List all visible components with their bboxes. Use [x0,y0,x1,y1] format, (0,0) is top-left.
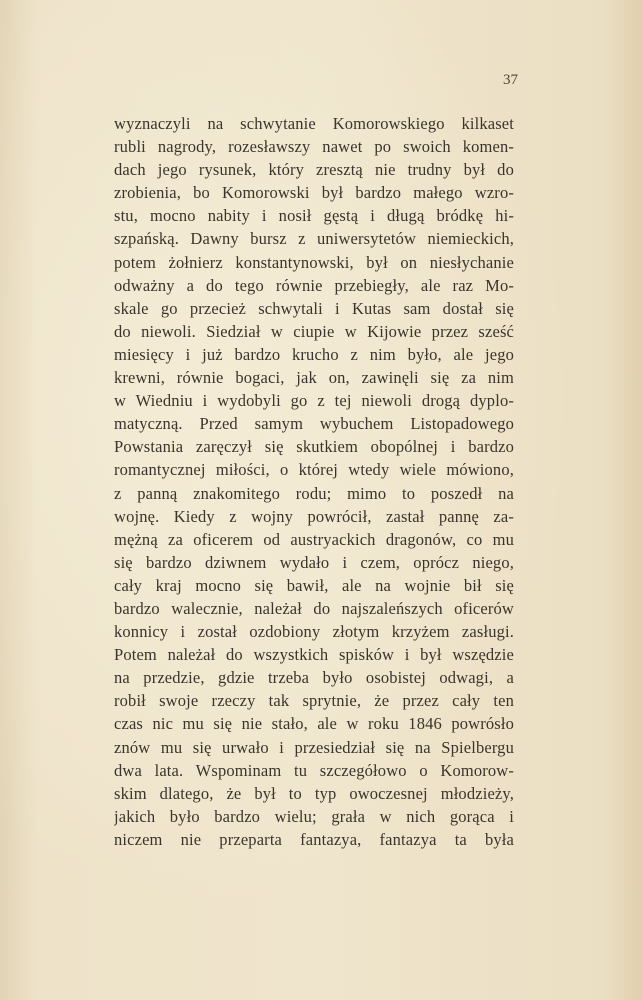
page-number: 37 [503,72,518,88]
text-line: matyczną. Przed samym wybuchem Listopadowego [114,414,514,434]
text-line: się bardzo dziwnem wydało i czem, oprócz niego, [114,552,514,572]
text-line: miesięcy i już bardzo krucho z nim było, ale jego [114,344,514,364]
text-line: bardzo walecznie, należał do najszaleńszych oficerów [114,598,514,618]
text-line: wojnę. Kiedy z wojny powrócił, zastał pannę za- [114,506,514,526]
text-line: romantycznej miłości, o której wtedy wiele mówiono, [114,460,514,480]
text-line: czas nic mu się nie stało, ale w roku 1846 powrósło [114,714,514,734]
text-line: na przedzie, gdzie trzeba było osobistej odwagi, a [114,668,514,688]
text-line: z panną znakomitego rodu; mimo to poszedł na [114,483,514,503]
body-text [114,112,514,851]
text-line: rubli nagrody, rozesławszy nawet po swoich komen- [114,137,514,157]
text-line: do niewoli. Siedział w ciupie w Kijowie przez sześć [114,321,514,341]
text-line: wyznaczyli na schwytanie Komorowskiego kilkaset [114,114,514,133]
text-line: szpańską. Dawny bursz z uniwersytetów niemieckich, [114,229,514,249]
text-line: odważny a do tego równie przebiegły, ale raz Mo- [114,275,514,295]
text-line: skale go przecież schwytali i Kutas sam dostał się [114,298,514,318]
text-line: zrobienia, bo Komorowski był bardzo małego wzro- [114,183,514,203]
text-line: w Wiedniu i wydobyli go z tej niewoli drogą dyplo- [114,391,514,411]
text-line: niczem nie przeparta fantazya, fantazya ta była [114,829,514,849]
text-line: potem żołnierz konstantynowski, był on niesłychanie [114,252,514,272]
text-line: konnicy i został ozdobiony złotym krzyżem zasługi. [114,622,514,642]
text-line: Potem należał do wszystkich spisków i był wszędzie [114,645,514,665]
text-line: skim dlatego, że był to typ owoczesnej młodzieży, [114,783,514,803]
text-line: dach jego rysunek, który zresztą nie trudny był do [114,160,514,180]
text-line: krewni, równie bogaci, jak on, zawinęli się za nim [114,368,514,388]
text-line: jakich było bardzo wielu; grała w nich gorąca i [114,806,514,826]
text-line: mężną za oficerem od austryackich dragonów, co mu [114,529,514,549]
text-line: robił swoje rzeczy tak sprytnie, że przez cały ten [114,691,514,711]
text-line: Powstania zaręczył się skutkiem obopólnej i bardzo [114,437,514,457]
text-line: dwa lata. Wspominam tu szczegółowo o Komorow- [114,760,514,780]
text-line: stu, mocno nabity i nosił gęstą i długą bródkę hi- [114,206,514,226]
text-line: cały kraj mocno się bawił, ale na wojnie bił się [114,575,514,595]
text-line: znów mu się urwało i przesiedział się na Spielbergu [114,737,514,757]
